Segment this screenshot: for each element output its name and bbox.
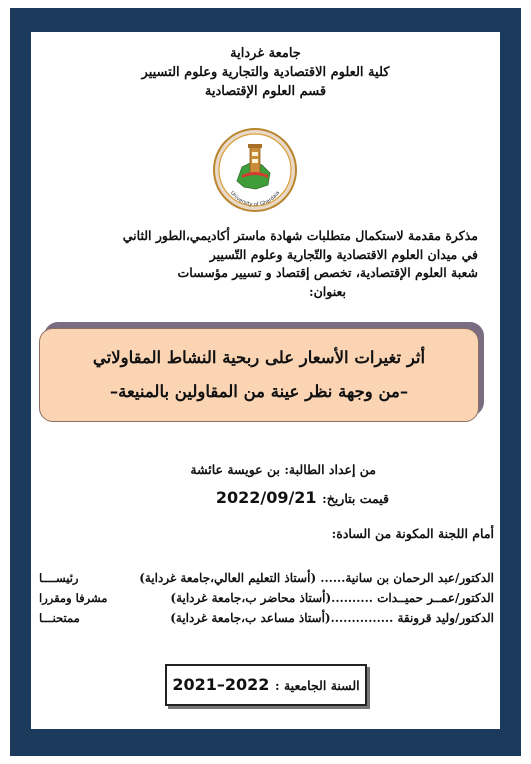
thesis-subtitle: –من وجهة نظر عينة من المقاولين بالمنيعة– [109,382,409,401]
institution-header [31,44,500,101]
committee-member [31,611,500,631]
thesis-title: أثر تغيرات الأسعار على ربحية النشاط المقاولاتي [92,348,426,367]
university-logo [212,127,298,213]
department-name: قسم العلوم الإقتصادية [204,84,327,99]
academic-year-box [165,664,367,706]
student-line [31,462,376,477]
member-name: الدكتور/عمــر حميــدات ..........(أستاذ محاضر ب،جامعة غرداية) [170,591,494,605]
member-name: الدكتور/عبد الرحمان بن سانية...... (أستاذ التعليم العالي،جامعة غرداية) [139,571,494,585]
description-line-1: مذكرة مقدمة لاستكمال متطلبات شهادة ماستر أكاديمي،الطور الثاني [122,228,478,243]
committee-member [31,591,500,611]
member-name: الدكتور/وليد قرونقة ...............(أستاذ مساعد ب،جامعة غرداية) [170,611,494,625]
member-role: ممتحنـــا [39,611,80,625]
student-name: بن عويسة عائشة [190,462,280,477]
member-role: مشرفا ومقررا [39,591,108,605]
student-label: من إعداد الطالبة: [284,462,376,477]
academic-year: 2022–2021 [172,675,270,694]
cover-page [31,32,500,729]
committee-title: أمام اللجنة المكونة من السادة: [331,526,494,541]
thesis-description [48,227,478,301]
faculty-name: كلية العلوم الاقتصادية والتجارية وعلوم التسيير [141,65,390,80]
thesis-title-box [39,328,479,422]
university-name: جامعة غرداية [230,46,301,61]
defense-date-label: قيمت بتاريخ: [322,491,389,506]
defense-date-line [31,488,389,507]
logo-caption: University of Ghardaia [228,190,282,209]
member-role: رئيســــا [39,571,79,585]
committee-member [31,571,500,591]
defense-date: 2022/09/21 [215,488,317,507]
description-line-2: في ميدان العلوم الاقتصادية والتّجارية وعلوم التّسيير [209,246,478,262]
description-line-3: شعبة العلوم الإقتصادية، تخصص إقتصاد و تسيير مؤسسات [177,265,478,280]
title-intro-label: بعنوان: [308,283,346,299]
academic-year-label: السنة الجامعية : [275,678,360,693]
